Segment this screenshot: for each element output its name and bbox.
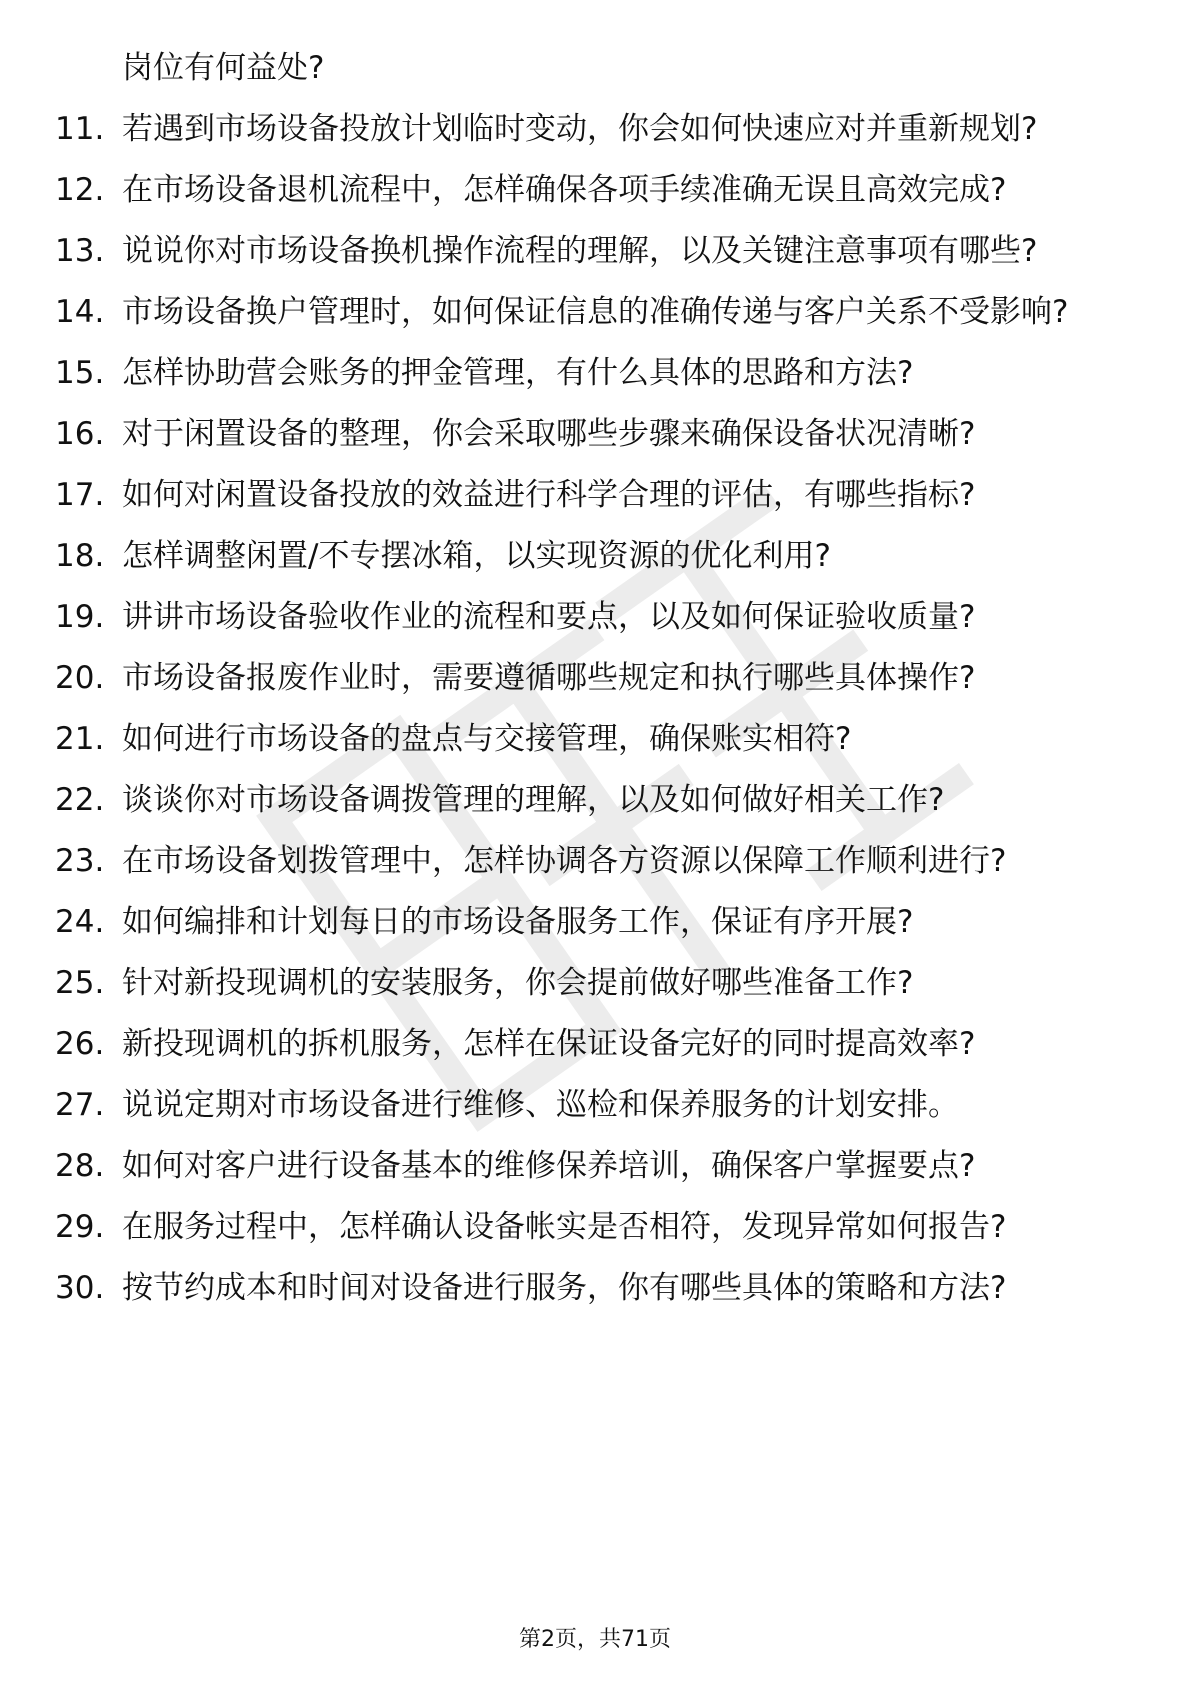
question-number: 25. — [55, 965, 105, 1001]
question-item — [55, 963, 1115, 1004]
question-number: 18. — [55, 538, 105, 574]
question-item — [55, 902, 1115, 943]
question-number: 12. — [55, 172, 105, 208]
question-text: 对于闲置设备的整理，你会采取哪些步骤来确保设备状况清晰? — [122, 416, 976, 452]
question-item — [55, 536, 1115, 577]
question-item — [55, 841, 1115, 882]
question-text: 如何对客户进行设备基本的维修保养培训，确保客户掌握要点? — [122, 1148, 976, 1184]
question-number: 17. — [55, 477, 105, 513]
question-number: 23. — [55, 843, 105, 879]
question-number: 15. — [55, 355, 105, 391]
question-number: 13. — [55, 233, 105, 269]
question-number: 19. — [55, 599, 105, 635]
question-item — [55, 1146, 1115, 1187]
question-number: 22. — [55, 782, 105, 818]
question-list-section — [55, 48, 1115, 1329]
question-text: 若遇到市场设备投放计划临时变动，你会如何快速应对并重新规划? — [122, 111, 1038, 147]
page-number: 第2页，共71页 — [519, 1627, 671, 1652]
question-text: 说说定期对市场设备进行维修、巡检和保养服务的计划安排。 — [122, 1087, 959, 1123]
question-text: 讲讲市场设备验收作业的流程和要点，以及如何保证验收质量? — [122, 599, 976, 635]
question-number: 21. — [55, 721, 105, 757]
question-item — [55, 475, 1115, 516]
question-text: 新投现调机的拆机服务，怎样在保证设备完好的同时提高效率? — [122, 1026, 976, 1062]
question-number: 11. — [55, 111, 105, 147]
question-text: 怎样调整闲置/不专摆冰箱，以实现资源的优化利用? — [122, 538, 831, 574]
question-text: 针对新投现调机的安装服务，你会提前做好哪些准备工作? — [122, 965, 914, 1001]
question-text: 如何进行市场设备的盘点与交接管理，确保账实相符? — [122, 721, 852, 757]
question-text: 如何编排和计划每日的市场设备服务工作，保证有序开展? — [122, 904, 914, 940]
question-item — [55, 170, 1115, 211]
question-item — [55, 414, 1115, 455]
question-text: 在市场设备划拨管理中，怎样协调各方资源以保障工作顺利进行? — [122, 843, 1007, 879]
question-item — [55, 597, 1115, 638]
question-text: 怎样协助营会账务的押金管理，有什么具体的思路和方法? — [122, 355, 914, 391]
continuation-text: 岗位有何益处? — [122, 50, 325, 86]
question-item — [55, 231, 1115, 272]
question-item — [55, 1268, 1115, 1309]
question-item — [55, 719, 1115, 760]
question-item — [55, 658, 1115, 699]
question-text: 如何对闲置设备投放的效益进行科学合理的评估，有哪些指标? — [122, 477, 976, 513]
question-number: 30. — [55, 1270, 105, 1306]
question-number: 20. — [55, 660, 105, 696]
question-item — [55, 1085, 1115, 1126]
question-number: 24. — [55, 904, 105, 940]
question-text: 在市场设备退机流程中，怎样确保各项手续准确无误且高效完成? — [122, 172, 1007, 208]
question-text: 在服务过程中，怎样确认设备帐实是否相符，发现异常如何报告? — [122, 1209, 1007, 1245]
question-item — [55, 1207, 1115, 1248]
question-item — [55, 1024, 1115, 1065]
question-number: 16. — [55, 416, 105, 452]
question-text: 谈谈你对市场设备调拨管理的理解，以及如何做好相关工作? — [122, 782, 945, 818]
question-item — [55, 780, 1115, 821]
question-text: 按节约成本和时间对设备进行服务，你有哪些具体的策略和方法? — [122, 1270, 1007, 1306]
question-item — [55, 292, 1115, 333]
question-text: 市场设备报废作业时，需要遵循哪些规定和执行哪些具体操作? — [122, 660, 976, 696]
question-text: 市场设备换户管理时，如何保证信息的准确传递与客户关系不受影响? — [122, 294, 1069, 330]
question-list — [55, 109, 1115, 1309]
question-number: 27. — [55, 1087, 105, 1123]
question-text: 说说你对市场设备换机操作流程的理解，以及关键注意事项有哪些? — [122, 233, 1038, 269]
question-item — [55, 353, 1115, 394]
question-number: 14. — [55, 294, 105, 330]
question-number: 29. — [55, 1209, 105, 1245]
question-item — [55, 109, 1115, 150]
question-number: 28. — [55, 1148, 105, 1184]
question-number: 26. — [55, 1026, 105, 1062]
